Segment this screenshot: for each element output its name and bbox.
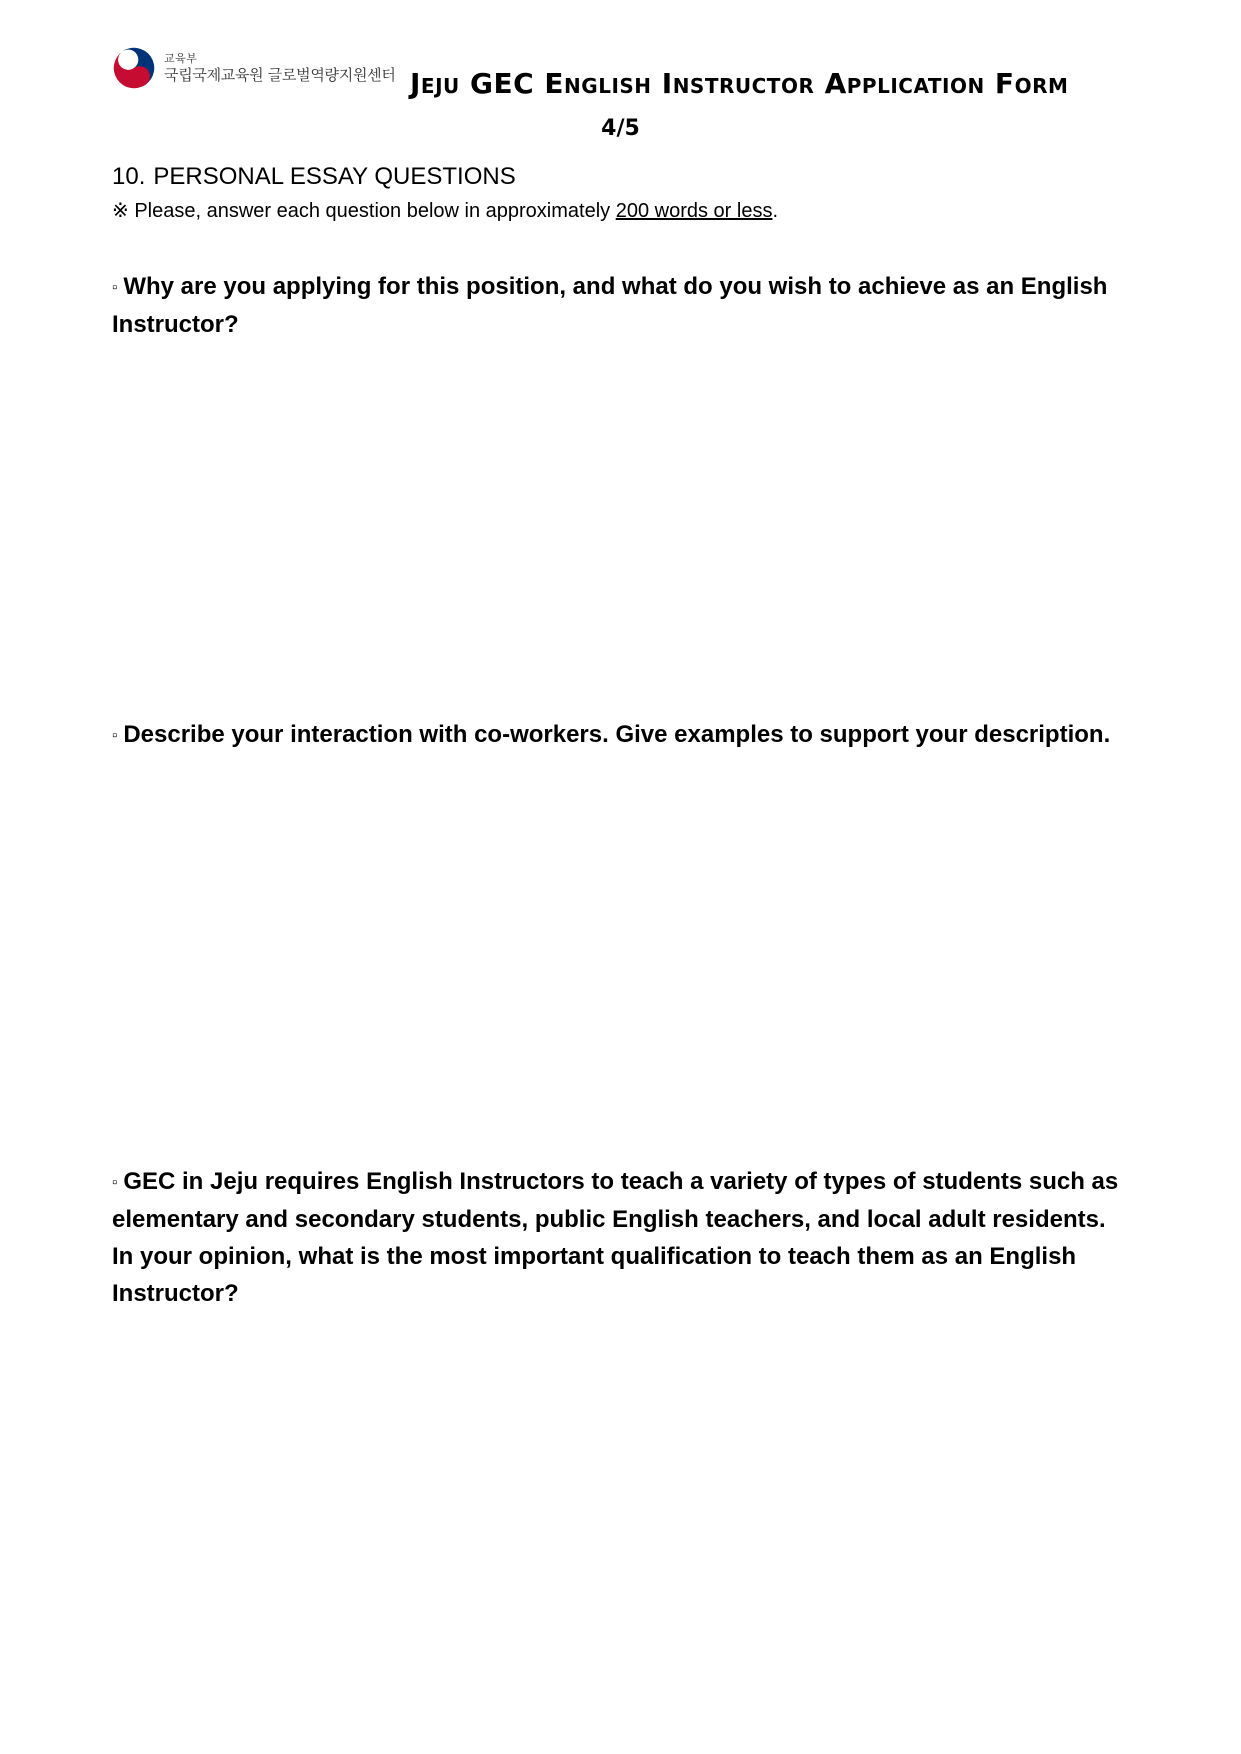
instruction-text [112,197,778,225]
section-heading [112,160,516,194]
word-limit: 200 words or less [615,200,773,222]
logo-text [164,52,396,85]
essay-question-3 [112,1163,1132,1312]
square-bullet-icon: ▫ [112,1174,118,1191]
answer-area-1[interactable] [112,345,1132,700]
answer-area-3[interactable] [112,1314,1132,1704]
institute-logo [112,44,396,92]
square-bullet-icon: ▫ [112,279,118,296]
section-number: 10. [112,163,146,190]
square-bullet-icon: ▫ [112,727,118,744]
form-title: Jeju GEC English Instructor Application Form [410,67,1069,100]
section-title: PERSONAL ESSAY QUESTIONS [153,163,516,190]
answer-area-2[interactable] [112,793,1132,1148]
instruction-prefix: ※ Please, answer each question below in approximately [112,200,616,222]
essay-question-2 [112,716,1132,754]
taegeuk-emblem-icon [112,46,156,90]
logo-institute-name: 국립국제교육원 글로벌역량지원센터 [164,65,396,84]
page-number: 4/5 [601,116,640,141]
question-3-text: GEC in Jeju requires English Instructors to teach a variety of types of students such as elementary and secondary students, public English teachers, and local adult residents. In your opinion, what is the most important qualification to teach them as an English Instructor? [112,1168,1119,1307]
essay-question-1 [112,268,1132,343]
instruction-suffix: . [772,200,779,222]
question-2-text: Describe your interaction with co-workers. Give examples to support your description. [123,721,1111,748]
logo-ministry-name: 교육부 [164,51,198,65]
question-1-text: Why are you applying for this position, and what do you wish to achieve as an English Instructor? [112,273,1108,338]
